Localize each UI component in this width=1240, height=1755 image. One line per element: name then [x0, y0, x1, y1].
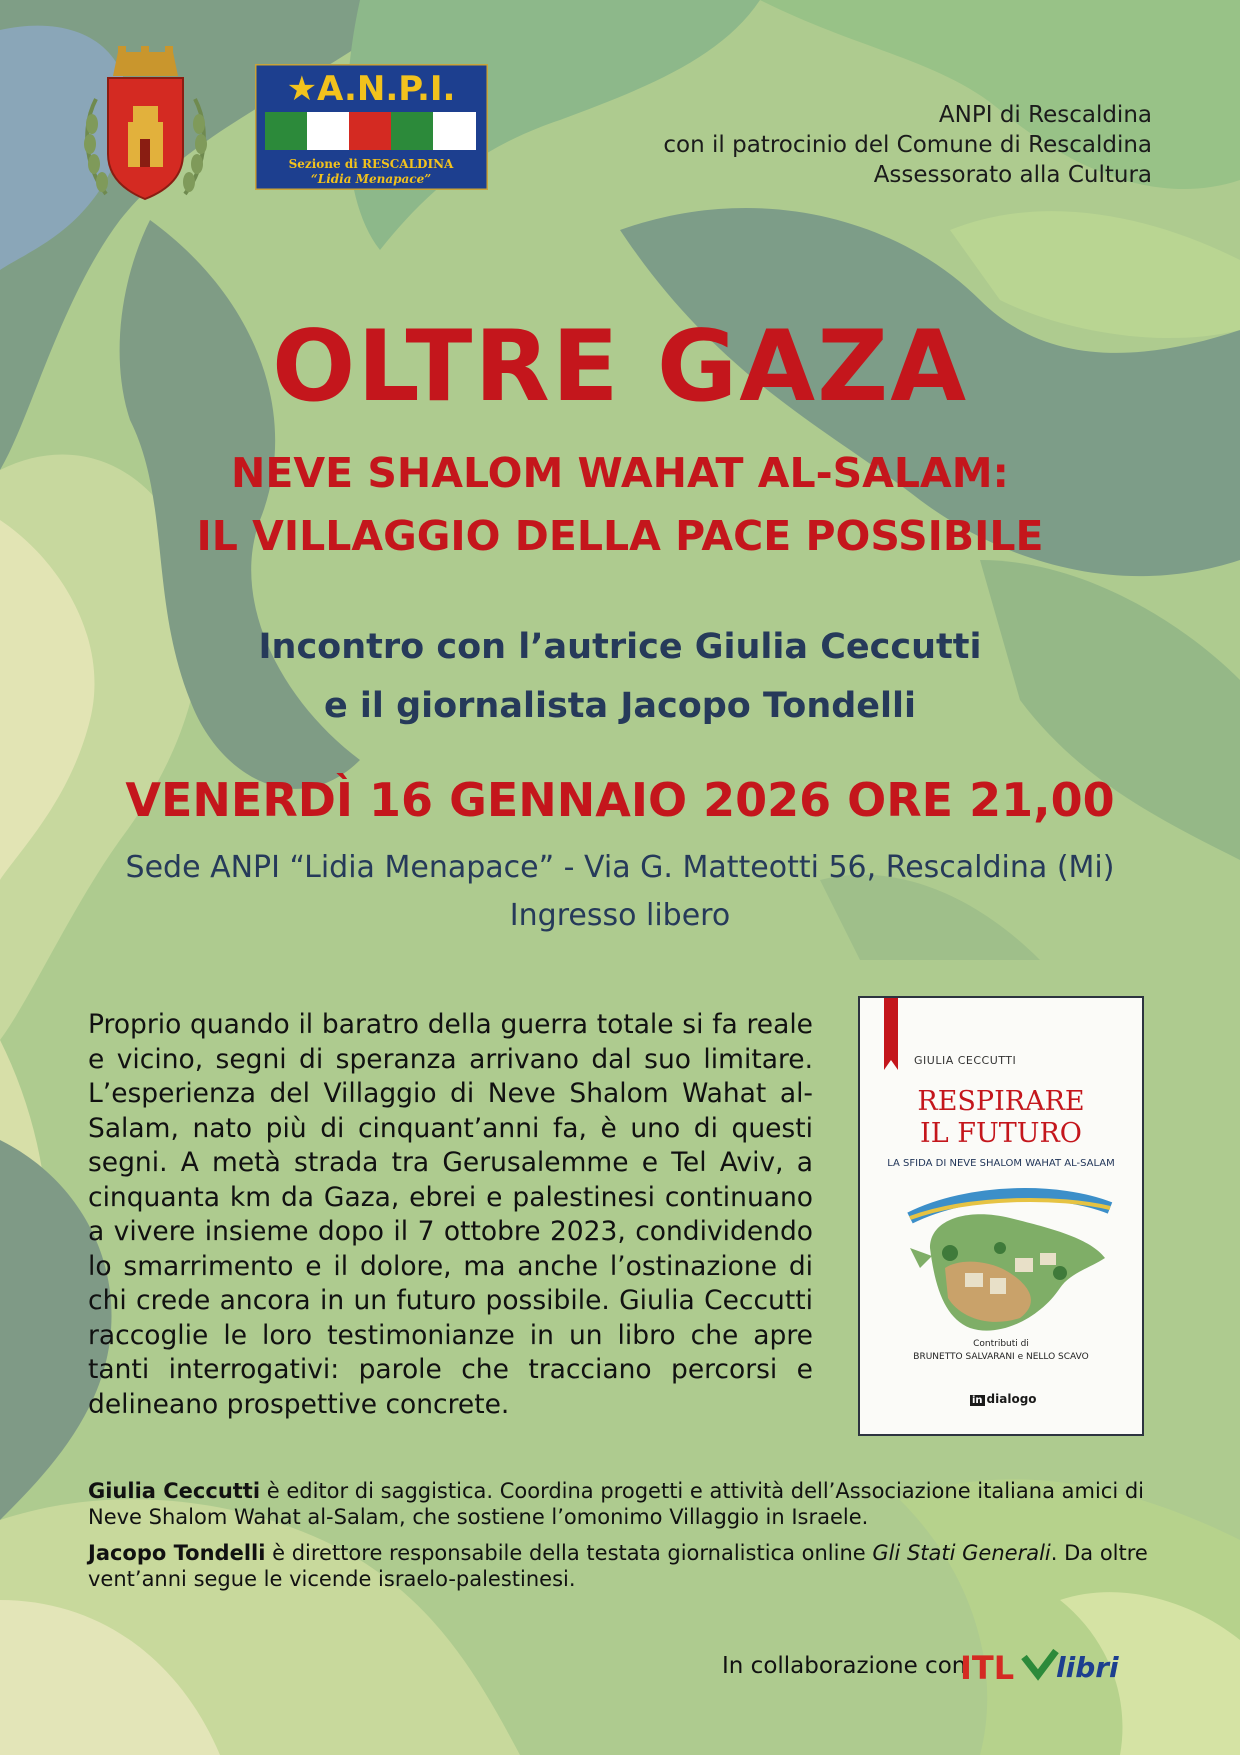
collaboration-label: In collaborazione con — [722, 1653, 967, 1679]
publisher-name: dialogo — [986, 1392, 1037, 1406]
publication-name: Gli Stati Generali — [872, 1541, 1051, 1565]
libri-logo-text: libri — [1056, 1651, 1119, 1684]
bookmark-ribbon-icon — [884, 998, 898, 1070]
organizers-block — [663, 100, 1152, 190]
book-cover — [858, 996, 1144, 1436]
venue-address: Sede ANPI “Lidia Menapace” - Via G. Matteotti 56, Rescaldina (Mi) — [125, 850, 1115, 885]
patronage-line: con il patrocinio del Comune di Rescaldina — [663, 132, 1152, 158]
subtitle-line-2: IL VILLAGGIO DELLA PACE POSSIBILE — [196, 512, 1044, 560]
contributors-names: BRUNETTO SALVARANI e NELLO SCAVO — [913, 1352, 1089, 1362]
department-line: Assessorato alla Cultura — [873, 162, 1152, 188]
anpi-logo-dedication: “Lidia Menapace” — [310, 172, 432, 186]
bio-ceccutti — [88, 1478, 1156, 1530]
publisher-logo — [970, 1392, 1037, 1406]
bio-text: è direttore responsabile della testata giornalistica online — [265, 1541, 873, 1565]
dove-village-illustration-icon — [890, 1178, 1120, 1348]
admission-note: Ingresso libero — [509, 898, 731, 933]
speakers-line-1: Incontro con l’autrice Giulia Ceccutti — [258, 627, 982, 667]
bio-name: Giulia Ceccutti — [88, 1479, 261, 1503]
itl-libri-logo — [960, 1645, 1125, 1687]
bio-text: . Da oltre vent’anni segue le vicende israelo-palestinesi. — [88, 1541, 1148, 1591]
contributors-label: Contributi di — [973, 1339, 1029, 1349]
book-contributors — [860, 1338, 1142, 1364]
subtitle-line-1: NEVE SHALOM WAHAT AL-SALAM: — [231, 449, 1009, 497]
bio-text: è editor di saggistica. Coordina progetti e attività dell’Associazione italiana amici di Neve Shalom Wahat al-Salam, che sostiene l’omonimo Villaggio in Israele. — [88, 1479, 1144, 1529]
venue-block — [0, 844, 1240, 940]
book-title-line-1: RESPIRARE — [917, 1086, 1085, 1117]
organizer-line: ANPI di Rescaldina — [938, 102, 1152, 128]
speakers-block — [0, 618, 1240, 736]
book-author: GIULIA CECCUTTI — [914, 1054, 1017, 1067]
publisher-mark: in — [972, 1395, 983, 1406]
bio-tondelli — [88, 1540, 1156, 1592]
event-datetime: VENERDÌ 16 GENNAIO 2026 ORE 21,00 — [125, 773, 1115, 827]
book-title — [860, 1086, 1142, 1150]
anpi-logo-section: Sezione di RESCALDINA — [288, 157, 454, 171]
book-subtitle: LA SFIDA DI NEVE SHALOM WAHAT AL-SALAM — [887, 1158, 1115, 1169]
anpi-logo-name: ★A.N.P.I. — [286, 69, 456, 109]
book-title-line-2: IL FUTURO — [920, 1118, 1082, 1149]
speaker-bios — [88, 1478, 1156, 1602]
speakers-line-2: e il giornalista Jacopo Tondelli — [323, 686, 917, 726]
event-title: OLTRE GAZA — [271, 310, 969, 424]
rescaldina-crest-icon — [78, 44, 213, 212]
event-description: Proprio quando il baratro della guerra totale si fa reale e vicino, segni di speranza arrivano dal suo limitare. L’esperienza del Villaggio di Neve Shalom Wahat al-Salam, nato più di cinquant’anni fa, è uno di questi segni. A metà strada tra Gerusalemme e Tel Aviv, a cinquanta km da Gaza, ebrei e palestinesi continuano a vivere insieme dopo il 7 ottobre 2023, condividendo lo smarrimento e il dolore, ma anche l’ostinazione di chi crede ancora in un futuro possibile. Giulia Ceccutti raccoglie le loro testimonianze in un libro che apre tanti interrogativi: parole che tracciano percorsi e delineano prospettive concrete. — [88, 1009, 813, 1420]
bio-name: Jacopo Tondelli — [88, 1541, 266, 1565]
event-subtitle — [0, 442, 1240, 568]
anpi-logo — [255, 64, 488, 190]
itl-logo-text: ITL — [960, 1649, 1015, 1687]
